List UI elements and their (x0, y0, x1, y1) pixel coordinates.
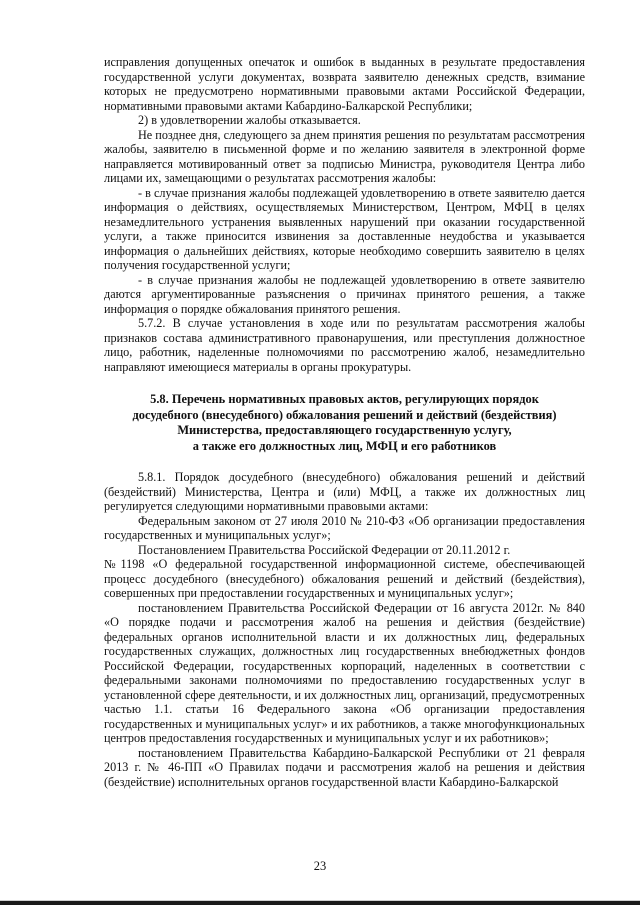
section-heading-line: 5.8. Перечень нормативных правовых актов, регулирующих порядок (150, 392, 539, 406)
section-heading-line: досудебного (внесудебного) обжалования решений и действий (бездействия) (132, 407, 557, 422)
paragraph: Федеральным законом от 27 июля 2010 № 210-ФЗ «Об организации предоставления государственных и муниципальных услуг»; (104, 513, 585, 542)
paragraph: №1198 «О федеральной государственной информационной системе, обеспечивающей процесс досудебного (внесудебного) обжалования решений и действий (бездействия), совершенных при предоставлении государственных и муниципальных услуг»; (104, 557, 585, 600)
paragraph: - в случае признания жалобы подлежащей удовлетворению в ответе заявителю дается информация о действиях, осуществляемых Министерством, Центром, МФЦ в целях незамедлительного устранения выявленных нарушений при оказании государственной услуги, а также приносится извинения за доставленные неудобства и указывается информация о дальнейших действиях, которые необходимо совершить заявителю в целях получения государственной услуги; (104, 185, 585, 272)
paragraph: постановлением Правительства Кабардино-Балкарской Республики от 21 февраля 2013 г. № 46-ПП «О Правилах подачи и рассмотрения жалоб на решения и действия (бездействие) исполнительных органов государственной власти Кабардино-Балкарской (104, 745, 585, 789)
paragraph: исправления допущенных опечаток и ошибок в выданных в результате предоставления государственной услуги документах, возврата заявителю денежных средств, взимание которых не предусмотрено нормативными правовыми актами Российской Федерации, нормативными правовыми актами Кабардино-Балкарской Республики; (104, 55, 585, 113)
page-number: 23 (313, 859, 327, 873)
paragraph: Не позднее дня, следующего за днем принятия решения по результатам рассмотрения жалобы, заявителю в письменной форме и по желанию заявителя в электронной форме направляется мотивированный ответ за подписью Министра, руководителя Центра либо лицами их, замещающими о результатах рассмотрения жалобы: (104, 127, 585, 185)
section-heading-line: а также его должностных лиц, МФЦ и его работников (192, 438, 497, 453)
paragraph: Постановлением Правительства Российской Федерации от 20.11.2012 г. (138, 542, 511, 557)
document-body (104, 55, 585, 789)
section-heading-line: Министерства, предоставляющего государственную услугу, (177, 423, 512, 437)
paragraph: - в случае признания жалобы не подлежащей удовлетворению в ответе заявителю даются аргументированные разъяснения о причинах принятого решения, а также информация о порядке обжалования принятого решения. (104, 272, 585, 316)
paragraph: 2) в удовлетворении жалобы отказывается. (138, 113, 361, 127)
paragraph: 5.8.1. Порядок досудебного (внесудебного) обжалования решений и действий (бездействий) Министерства, Центра и (или) МФЦ, а также их должностных лиц регулируется следующими нормативными правовыми актами: (104, 470, 585, 513)
paragraph: постановлением Правительства Российской Федерации от 16 августа 2012г. № 840 «О порядке подачи и рассмотрения жалоб на решения и действия (бездействие) федеральных органов исполнительной власти и их должностных лиц, федеральных государственных служащих, должностных лиц государственных внебюджетных фондов Российской Федерации, государственных корпораций, наделенных в соответствии с федеральными законами полномочиями по предоставлению государственных услуг в установленной сфере деятельности, и их должностных лиц, организаций, предусмотренных частью 1.1. статьи 16 Федерального закона «Об организации предоставления государственных и муниципальных услуг» и их работников, а также многофункциональных центров предоставления государственных и муниципальных услуг и их работников»; (104, 600, 585, 745)
paragraph: 5.7.2. В случае установления в ходе или по результатам рассмотрения жалобы признаков состава административного правонарушения, или преступления должностное лицо, работник, наделенные полномочиями по рассмотрению жалоб, незамедлительно направляют имеющиеся материалы в органы прокуратуры. (104, 316, 585, 374)
scan-edge (0, 901, 640, 905)
section-heading (104, 392, 585, 454)
